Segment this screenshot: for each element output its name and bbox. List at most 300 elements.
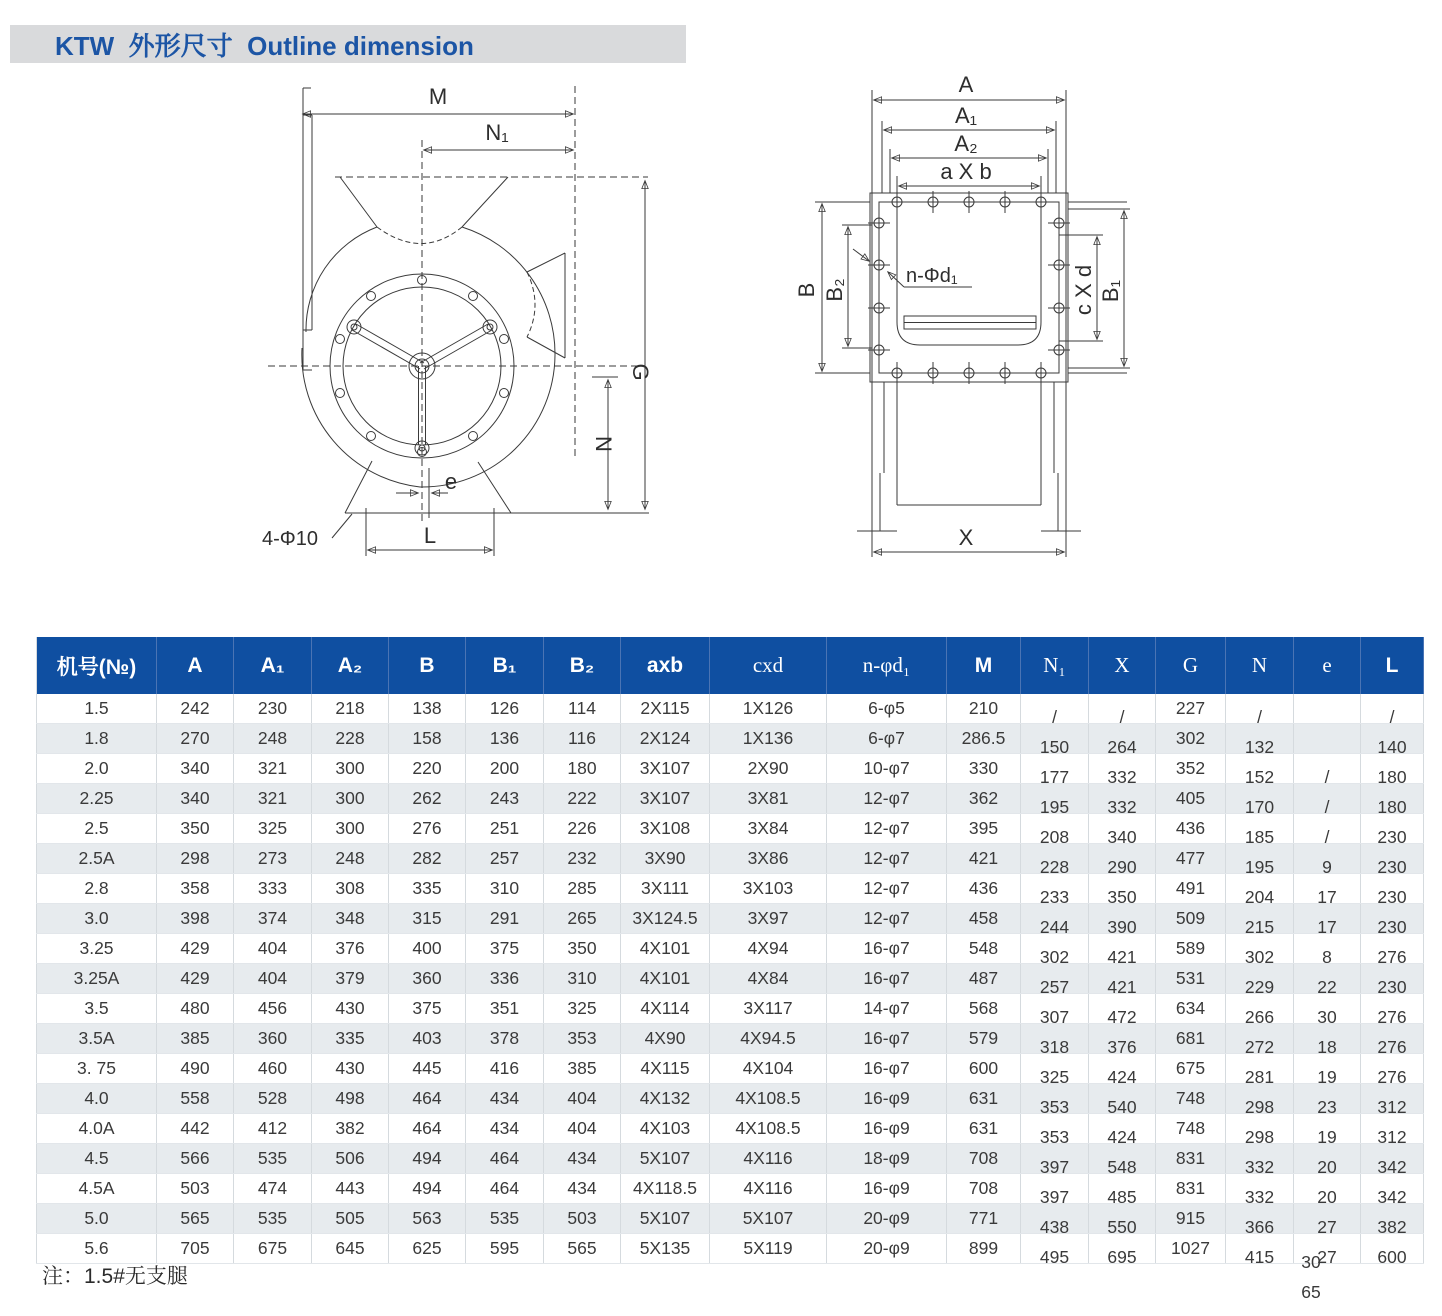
dimension-cell: 12-φ7 (827, 784, 947, 814)
dimension-cell: 276 (389, 814, 466, 844)
dimension-cell: 20-φ9 (827, 1204, 947, 1234)
dimension-cell: 276 (1361, 1054, 1424, 1084)
dimension-cell: 136 (466, 724, 544, 754)
dimension-cell: 385 (544, 1054, 621, 1084)
dimension-cell: 3X97 (710, 904, 827, 934)
dimension-cell (1294, 694, 1361, 724)
dimension-cell: 430 (312, 994, 389, 1024)
dimension-cell: 300 (312, 784, 389, 814)
dimension-cell: 312 (1361, 1114, 1424, 1144)
dimension-cell: 300 (312, 754, 389, 784)
dimension-cell: 229 (1226, 964, 1294, 994)
dimension-cell: 8 (1294, 934, 1361, 964)
dimension-cell: 1027 (1156, 1234, 1226, 1264)
dimension-cell: 445 (389, 1054, 466, 1084)
dimension-cell: 376 (1089, 1024, 1156, 1054)
table-row (37, 1144, 1424, 1174)
dimension-cell: 4X84 (710, 964, 827, 994)
dimension-cell: 353 (544, 1024, 621, 1054)
dimension-cell: 456 (234, 994, 312, 1024)
dimension-cell: 382 (1361, 1204, 1424, 1234)
row-model-no: 4.5A (37, 1174, 157, 1204)
page-title: KTW 外形尺寸 Outline dimension (55, 30, 474, 61)
dim-label-l: L (423, 523, 437, 548)
table-row (37, 784, 1424, 814)
dimension-cell: 158 (389, 724, 466, 754)
dimension-cell: 298 (1226, 1114, 1294, 1144)
dimension-cell: 325 (544, 994, 621, 1024)
dimension-cell: 4X104 (710, 1054, 827, 1084)
dim-label-n-phi-d1: n-Φd₁ (906, 265, 958, 287)
dimension-cell: 307 (1021, 994, 1089, 1024)
dimension-cell: 3X108 (621, 814, 710, 844)
table-row (37, 1024, 1424, 1054)
row-model-no: 1.5 (37, 694, 157, 724)
dimension-cell: 421 (947, 844, 1021, 874)
dimension-cell: 285 (544, 874, 621, 904)
dimension-cell: 509 (1156, 904, 1226, 934)
dimension-cell: 362 (947, 784, 1021, 814)
dimension-cell: 412 (234, 1114, 312, 1144)
dimension-cell: 498 (312, 1084, 389, 1114)
dimension-cell: 487 (947, 964, 1021, 994)
dimension-cell: 495 (1021, 1234, 1089, 1264)
dimension-cell: 325 (234, 814, 312, 844)
dimension-cell: 429 (157, 964, 234, 994)
dimension-cell: 3X81 (710, 784, 827, 814)
dimension-cell: 348 (312, 904, 389, 934)
dimension-cell: 4X116 (710, 1174, 827, 1204)
dimension-cell: 23 (1294, 1084, 1361, 1114)
header-b2: B₂ (544, 637, 621, 694)
table-row (37, 1174, 1424, 1204)
dimension-cell: 548 (1089, 1144, 1156, 1174)
dimension-cell: 771 (947, 1204, 1021, 1234)
header-a1: A₁ (234, 637, 312, 694)
dimension-cell: 416 (466, 1054, 544, 1084)
dimension-cell: 18 (1294, 1024, 1361, 1054)
dimension-cell: 4X115 (621, 1054, 710, 1084)
dimension-cell: 474 (234, 1174, 312, 1204)
row-model-no: 3.5A (37, 1024, 157, 1054)
header-n: N (1226, 637, 1294, 694)
dimension-cell: 226 (544, 814, 621, 844)
dimension-cell: 491 (1156, 874, 1226, 904)
dimension-cell: 600 (947, 1054, 1021, 1084)
dimension-cell: 302 (1156, 724, 1226, 754)
table-row (37, 754, 1424, 784)
dimension-cell: 4X101 (621, 934, 710, 964)
dimension-cell: 600 (1361, 1234, 1424, 1264)
dimension-cell: 434 (544, 1144, 621, 1174)
header-b: B (389, 637, 466, 694)
dimension-cell: 302 (1021, 934, 1089, 964)
dimension-cell: 215 (1226, 904, 1294, 934)
dim-label-n1: N₁ (485, 120, 509, 145)
dimension-cell: 230 (1361, 964, 1424, 994)
dimension-cell: 244 (1021, 904, 1089, 934)
dimension-cell: 264 (1089, 724, 1156, 754)
dimension-cell: 1X136 (710, 724, 827, 754)
dimension-cell: 330 (947, 754, 1021, 784)
dimension-cell: 16-φ7 (827, 964, 947, 994)
dimension-cell: 398 (157, 904, 234, 934)
dimension-cell: 472 (1089, 994, 1156, 1024)
dimension-cell: 382 (312, 1114, 389, 1144)
dimension-cell: 9 (1294, 844, 1361, 874)
dimension-cell: 535 (234, 1204, 312, 1234)
table-row (37, 724, 1424, 754)
row-model-no: 4.5 (37, 1144, 157, 1174)
dimension-cell: 831 (1156, 1144, 1226, 1174)
dim-label-m: M (428, 84, 448, 109)
dimension-cell: 5X135 (621, 1234, 710, 1264)
dimension-cell: 298 (157, 844, 234, 874)
dim-label-g: G (628, 363, 653, 381)
dimension-cell: 4X103 (621, 1114, 710, 1144)
dimension-cell: 3X90 (621, 844, 710, 874)
dimension-cell: 400 (389, 934, 466, 964)
dimension-cell: 350 (1089, 874, 1156, 904)
dimension-cell: 335 (312, 1024, 389, 1054)
dimension-cell: 404 (234, 934, 312, 964)
dimension-cell: 286.5 (947, 724, 1021, 754)
dimension-cell: 485 (1089, 1174, 1156, 1204)
table-row (37, 694, 1424, 724)
dimension-cell: 273 (234, 844, 312, 874)
dimension-cell: 464 (389, 1114, 466, 1144)
dimension-cell: 265 (544, 904, 621, 934)
dimension-cell: 180 (544, 754, 621, 784)
dimension-cell: 352 (1156, 754, 1226, 784)
dimension-cell: 308 (312, 874, 389, 904)
dimension-cell: 708 (947, 1174, 1021, 1204)
dimension-cell: 332 (1089, 754, 1156, 784)
dimension-cell: 27 (1294, 1234, 1361, 1264)
dimension-cell: 12-φ7 (827, 874, 947, 904)
dimension-cell: 116 (544, 724, 621, 754)
dimension-cell: 16-φ7 (827, 1024, 947, 1054)
dimension-cell: 315 (389, 904, 466, 934)
footnote: 注：1.5#无支腿 (42, 1265, 188, 1288)
dimension-cell: 342 (1361, 1144, 1424, 1174)
header-n1: N₁ (1021, 637, 1089, 694)
table-row (37, 964, 1424, 994)
dimension-cell: 16-φ9 (827, 1174, 947, 1204)
dimension-cell: 10-φ7 (827, 754, 947, 784)
dimension-cell: 430 (312, 1054, 389, 1084)
dim-label-b: B (794, 282, 819, 298)
table-row (37, 1084, 1424, 1114)
dimension-cell: 19 (1294, 1054, 1361, 1084)
dimension-cell: 3X107 (621, 754, 710, 784)
dimension-cell: / (1089, 694, 1156, 724)
dimension-cell: 565 (157, 1204, 234, 1234)
dimension-cell: 378 (466, 1024, 544, 1054)
dim-label-x: X (958, 525, 974, 550)
dimension-cell: 390 (1089, 904, 1156, 934)
dimension-cell: 266 (1226, 994, 1294, 1024)
dimension-cell: 505 (312, 1204, 389, 1234)
dimension-cell: 3X124.5 (621, 904, 710, 934)
header-cxd: cxd (710, 637, 827, 694)
row-model-no: 4.0 (37, 1084, 157, 1114)
dimension-cell: 4X114 (621, 994, 710, 1024)
dimension-cell: 631 (947, 1084, 1021, 1114)
dimension-cell: 350 (544, 934, 621, 964)
dimension-cell: 19 (1294, 1114, 1361, 1144)
dimension-cell: 12-φ7 (827, 904, 947, 934)
dimension-cell: 27 (1294, 1204, 1361, 1234)
dimension-cell: / (1226, 694, 1294, 724)
dimension-cell: 16-φ7 (827, 934, 947, 964)
dimension-cell: 695 (1089, 1234, 1156, 1264)
dimension-cell: 18-φ9 (827, 1144, 947, 1174)
dimension-cell: 528 (234, 1084, 312, 1114)
dimension-cell: 3X111 (621, 874, 710, 904)
dimension-cell: 230 (1361, 904, 1424, 934)
dimension-cell: 126 (466, 694, 544, 724)
dimension-cell: 22 (1294, 964, 1361, 994)
dimension-cell: 20 (1294, 1174, 1361, 1204)
dimension-cell: / (1294, 784, 1361, 814)
dim-label-n: N (591, 436, 616, 452)
dim-label-b2: B₂ (822, 278, 847, 302)
dimension-cell: 257 (466, 844, 544, 874)
dimension-cell: 375 (466, 934, 544, 964)
dimension-cell: 300 (312, 814, 389, 844)
dimension-cell: 3X103 (710, 874, 827, 904)
dimension-cell: 220 (389, 754, 466, 784)
dimension-cell: 634 (1156, 994, 1226, 1024)
header-a2: A₂ (312, 637, 389, 694)
dimension-cell: 358 (157, 874, 234, 904)
dimension-cell: 4X108.5 (710, 1114, 827, 1144)
dimension-cell: 340 (1089, 814, 1156, 844)
header-e: e (1294, 637, 1361, 694)
dimension-cell: 335 (389, 874, 466, 904)
dimension-cell: 230 (1361, 844, 1424, 874)
dimension-cell: 589 (1156, 934, 1226, 964)
dimension-cell: 16-φ9 (827, 1084, 947, 1114)
table-row (37, 874, 1424, 904)
dimension-cell: 332 (1089, 784, 1156, 814)
dimension-cell: / (1294, 754, 1361, 784)
dimension-cell: 248 (312, 844, 389, 874)
row-model-no: 3.25A (37, 964, 157, 994)
dimension-cell: 490 (157, 1054, 234, 1084)
header-g: G (1156, 637, 1226, 694)
dimension-cell: 397 (1021, 1144, 1089, 1174)
dimension-cell: 494 (389, 1174, 466, 1204)
dimension-cell: 180 (1361, 784, 1424, 814)
table-row (37, 1054, 1424, 1084)
row-model-no: 5.6 (37, 1234, 157, 1264)
dimension-cell: 3X84 (710, 814, 827, 844)
dimension-cell: 17 (1294, 874, 1361, 904)
dimension-table (36, 637, 1424, 1267)
dimension-cell: 340 (157, 784, 234, 814)
table-row (37, 904, 1424, 934)
dim-label-b1: B₁ (1098, 279, 1123, 303)
dimension-cell: 310 (466, 874, 544, 904)
dimension-cell: 333 (234, 874, 312, 904)
dimension-cell: 5X107 (621, 1204, 710, 1234)
dimension-cell: 748 (1156, 1084, 1226, 1114)
dimension-cell: 4X132 (621, 1084, 710, 1114)
header-l: L (1361, 637, 1424, 694)
dimension-cell: 675 (1156, 1054, 1226, 1084)
row-model-no: 3.25 (37, 934, 157, 964)
dimension-cell: 228 (312, 724, 389, 754)
dimension-cell: 535 (466, 1204, 544, 1234)
dimension-cell: 312 (1361, 1084, 1424, 1114)
table-row (37, 1234, 1424, 1264)
dimension-cell: 366 (1226, 1204, 1294, 1234)
dimension-cell: 20-φ9 (827, 1234, 947, 1264)
table-row (37, 1114, 1424, 1144)
dimension-cell: 291 (466, 904, 544, 934)
dimension-cell: 318 (1021, 1024, 1089, 1054)
dimension-cell: 563 (389, 1204, 466, 1234)
dimension-cell: 404 (544, 1084, 621, 1114)
dimension-cell: 360 (234, 1024, 312, 1054)
dimension-cell: 2X124 (621, 724, 710, 754)
dimension-cell: 3X107 (621, 784, 710, 814)
dimension-cell: 20 (1294, 1144, 1361, 1174)
header-a: A (157, 637, 234, 694)
row-model-no: 1.8 (37, 724, 157, 754)
dimension-cell: 464 (466, 1174, 544, 1204)
dimension-cell: 257 (1021, 964, 1089, 994)
dimension-cell (1294, 724, 1361, 754)
dimension-cell: 424 (1089, 1054, 1156, 1084)
dimension-cell: 230 (234, 694, 312, 724)
dimension-cell: 227 (1156, 694, 1226, 724)
dimension-cell: 230 (1361, 874, 1424, 904)
dimension-cell: 310 (544, 964, 621, 994)
dimension-cell: 5X107 (621, 1144, 710, 1174)
dimension-cell: 302 (1226, 934, 1294, 964)
dimension-cell: 506 (312, 1144, 389, 1174)
dimension-cell: 550 (1089, 1204, 1156, 1234)
dimension-cell: 6-φ5 (827, 694, 947, 724)
dimension-cell: 243 (466, 784, 544, 814)
dim-label-feet-holes: 4-Φ10 (262, 528, 318, 550)
dimension-cell: 195 (1226, 844, 1294, 874)
dimension-cell: 429 (157, 934, 234, 964)
dimension-cell: 397 (1021, 1174, 1089, 1204)
dimension-cell: 30 (1294, 994, 1361, 1024)
dim-label-a1: A₁ (954, 103, 978, 128)
header-axb: axb (621, 637, 710, 694)
dimension-cell: 4X116 (710, 1144, 827, 1174)
header-x: X (1089, 637, 1156, 694)
dimension-cell: 424 (1089, 1114, 1156, 1144)
dimension-cell: 503 (157, 1174, 234, 1204)
dimension-cell: 6-φ7 (827, 724, 947, 754)
dimension-cell: 321 (234, 784, 312, 814)
dimension-cell: 276 (1361, 934, 1424, 964)
dimension-cell: 152 (1226, 754, 1294, 784)
dimension-cell: 625 (389, 1234, 466, 1264)
dimension-cell: 140 (1361, 724, 1424, 754)
dimension-cell: 438 (1021, 1204, 1089, 1234)
dimension-cell: 403 (389, 1024, 466, 1054)
row-model-no: 5.0 (37, 1204, 157, 1234)
dim-label-cxd: c X d (1071, 264, 1096, 316)
dimension-cell: 748 (1156, 1114, 1226, 1144)
dimension-cell: 2X90 (710, 754, 827, 784)
dim-label-e: e (444, 469, 458, 494)
dimension-cell: 3X117 (710, 994, 827, 1024)
dimension-cell: 3X86 (710, 844, 827, 874)
dimension-cell: 385 (157, 1024, 234, 1054)
dimension-cell: 180 (1361, 754, 1424, 784)
dimension-cell: 321 (234, 754, 312, 784)
row-model-no: 3.0 (37, 904, 157, 934)
dimension-cell: 568 (947, 994, 1021, 1024)
dimension-cell: 415 (1226, 1234, 1294, 1264)
dimension-cell: 228 (1021, 844, 1089, 874)
dimension-cell: 282 (389, 844, 466, 874)
dimension-cell: 16-φ7 (827, 1054, 947, 1084)
dimension-cell: 2X115 (621, 694, 710, 724)
dimension-cell: 276 (1361, 1024, 1424, 1054)
dimension-cell: 342 (1361, 1174, 1424, 1204)
dimension-cell: 374 (234, 904, 312, 934)
dimension-cell: 298 (1226, 1084, 1294, 1114)
dimension-cell: 595 (466, 1234, 544, 1264)
dimension-cell: 5X119 (710, 1234, 827, 1264)
dimension-cell: 434 (544, 1174, 621, 1204)
dimension-cell: 480 (157, 994, 234, 1024)
dimension-cell: 332 (1226, 1174, 1294, 1204)
dimension-cell: 1X126 (710, 694, 827, 724)
row-model-no: 2.5 (37, 814, 157, 844)
dimension-cell: 421 (1089, 934, 1156, 964)
dimension-cell: 233 (1021, 874, 1089, 904)
dimension-cell: 325 (1021, 1054, 1089, 1084)
dimension-cell: 208 (1021, 814, 1089, 844)
dimension-cell: 232 (544, 844, 621, 874)
dim-label-a2: A₂ (954, 131, 978, 156)
dimension-cell: 230 (1361, 814, 1424, 844)
dimension-cell: 17 (1294, 904, 1361, 934)
dimension-cell: 421 (1089, 964, 1156, 994)
dimension-cell: 375 (389, 994, 466, 1024)
row-model-no: 3. 75 (37, 1054, 157, 1084)
dimension-cell: 4X108.5 (710, 1084, 827, 1114)
dimension-cell: 558 (157, 1084, 234, 1114)
header-b1: B₁ (466, 637, 544, 694)
dimension-cell: 915 (1156, 1204, 1226, 1234)
dimension-cell: 681 (1156, 1024, 1226, 1054)
dimension-cell: / (1294, 814, 1361, 844)
table-header (37, 637, 1424, 694)
row-model-no: 4.0A (37, 1114, 157, 1144)
dimension-cell: 340 (157, 754, 234, 784)
dimension-cell: 675 (234, 1234, 312, 1264)
table-row (37, 934, 1424, 964)
dimension-cell: 170 (1226, 784, 1294, 814)
header-n-phi-d1: n-φd₁ (827, 637, 947, 694)
row-model-no: 2.8 (37, 874, 157, 904)
dimension-cell: 831 (1156, 1174, 1226, 1204)
dimension-cell: 200 (466, 754, 544, 784)
dimension-cell: 434 (466, 1084, 544, 1114)
dimension-cell: 138 (389, 694, 466, 724)
